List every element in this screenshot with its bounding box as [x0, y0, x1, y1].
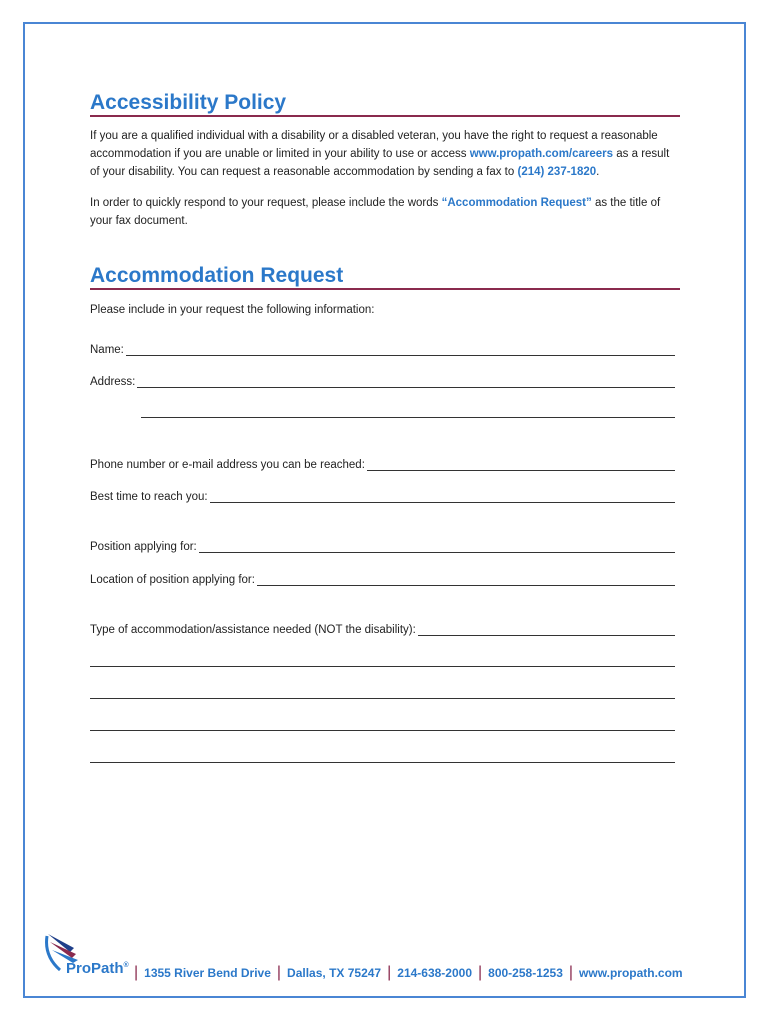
separator: |	[387, 964, 392, 981]
accommodation-line[interactable]	[418, 623, 675, 636]
brand-text: ProPath	[66, 960, 124, 977]
separator: |	[276, 964, 282, 981]
footer-website[interactable]: www.propath.com	[579, 966, 683, 980]
request-intro: Please include in your request the following information:	[90, 304, 375, 316]
policy-text-d: In order to quickly respond to your request, please include the words	[90, 197, 442, 209]
address-label: Address:	[90, 376, 136, 388]
name-label: Name:	[90, 344, 124, 356]
careers-link[interactable]: www.propath.com/careers	[469, 148, 614, 160]
name-line[interactable]	[126, 343, 675, 356]
footer-address: 1355 River Bend Drive	[144, 966, 271, 980]
accommodation-line-4[interactable]	[90, 729, 675, 731]
position-line[interactable]	[199, 540, 675, 553]
policy-text-b: as a result of your disability. You can request a reasonable accommodation by sending a fax to	[90, 148, 670, 178]
separator: |	[134, 964, 139, 981]
separator: |	[478, 964, 483, 981]
address-line-1[interactable]	[137, 375, 675, 388]
accommodation-line-3[interactable]	[90, 697, 675, 699]
address-line-2[interactable]	[141, 416, 675, 418]
accommodation-label: Type of accommodation/assistance needed (NOT the disability):	[90, 624, 416, 636]
contact-field[interactable]	[90, 455, 675, 471]
policy-text-a: If you are a qualified individual with a disability or a disabled veteran, you have the right to request a reasonable accommodation if you are unable or limited in your ability to use or access	[90, 130, 658, 160]
best-time-label: Best time to reach you:	[90, 491, 208, 503]
footer-contact	[128, 964, 683, 982]
brand-name	[66, 960, 129, 977]
position-label: Position applying for:	[90, 541, 197, 553]
separator: |	[568, 964, 574, 981]
policy-paragraph-1	[90, 127, 680, 181]
accessibility-policy-heading: Accessibility Policy	[90, 92, 680, 117]
registered-mark: ®	[123, 962, 129, 969]
accommodation-line-5[interactable]	[90, 761, 675, 763]
location-line[interactable]	[257, 573, 675, 586]
location-label: Location of position applying for:	[90, 574, 255, 586]
policy-text-e: as the title of your fax document.	[90, 197, 661, 227]
contact-label: Phone number or e-mail address you can be reached:	[90, 459, 365, 471]
address-field[interactable]	[90, 372, 675, 388]
contact-line[interactable]	[367, 458, 675, 471]
name-field[interactable]	[90, 340, 675, 356]
position-field[interactable]	[90, 537, 675, 553]
accommodation-request-quote: “Accommodation Request”	[441, 197, 592, 209]
location-field[interactable]	[90, 570, 675, 586]
fax-number: (214) 237-1820	[517, 166, 597, 178]
footer-city: Dallas, TX 75247	[287, 966, 382, 980]
best-time-field[interactable]	[90, 487, 675, 503]
policy-paragraph-2	[90, 194, 680, 230]
footer	[44, 930, 734, 982]
footer-phone-1: 214-638-2000	[397, 966, 472, 980]
footer-phone-2: 800-258-1253	[488, 966, 563, 980]
best-time-line[interactable]	[210, 490, 675, 503]
accommodation-field[interactable]	[90, 620, 675, 636]
policy-text-c: .	[596, 166, 600, 178]
accommodation-request-heading: Accommodation Request	[90, 265, 680, 290]
accommodation-line-2[interactable]	[90, 665, 675, 667]
